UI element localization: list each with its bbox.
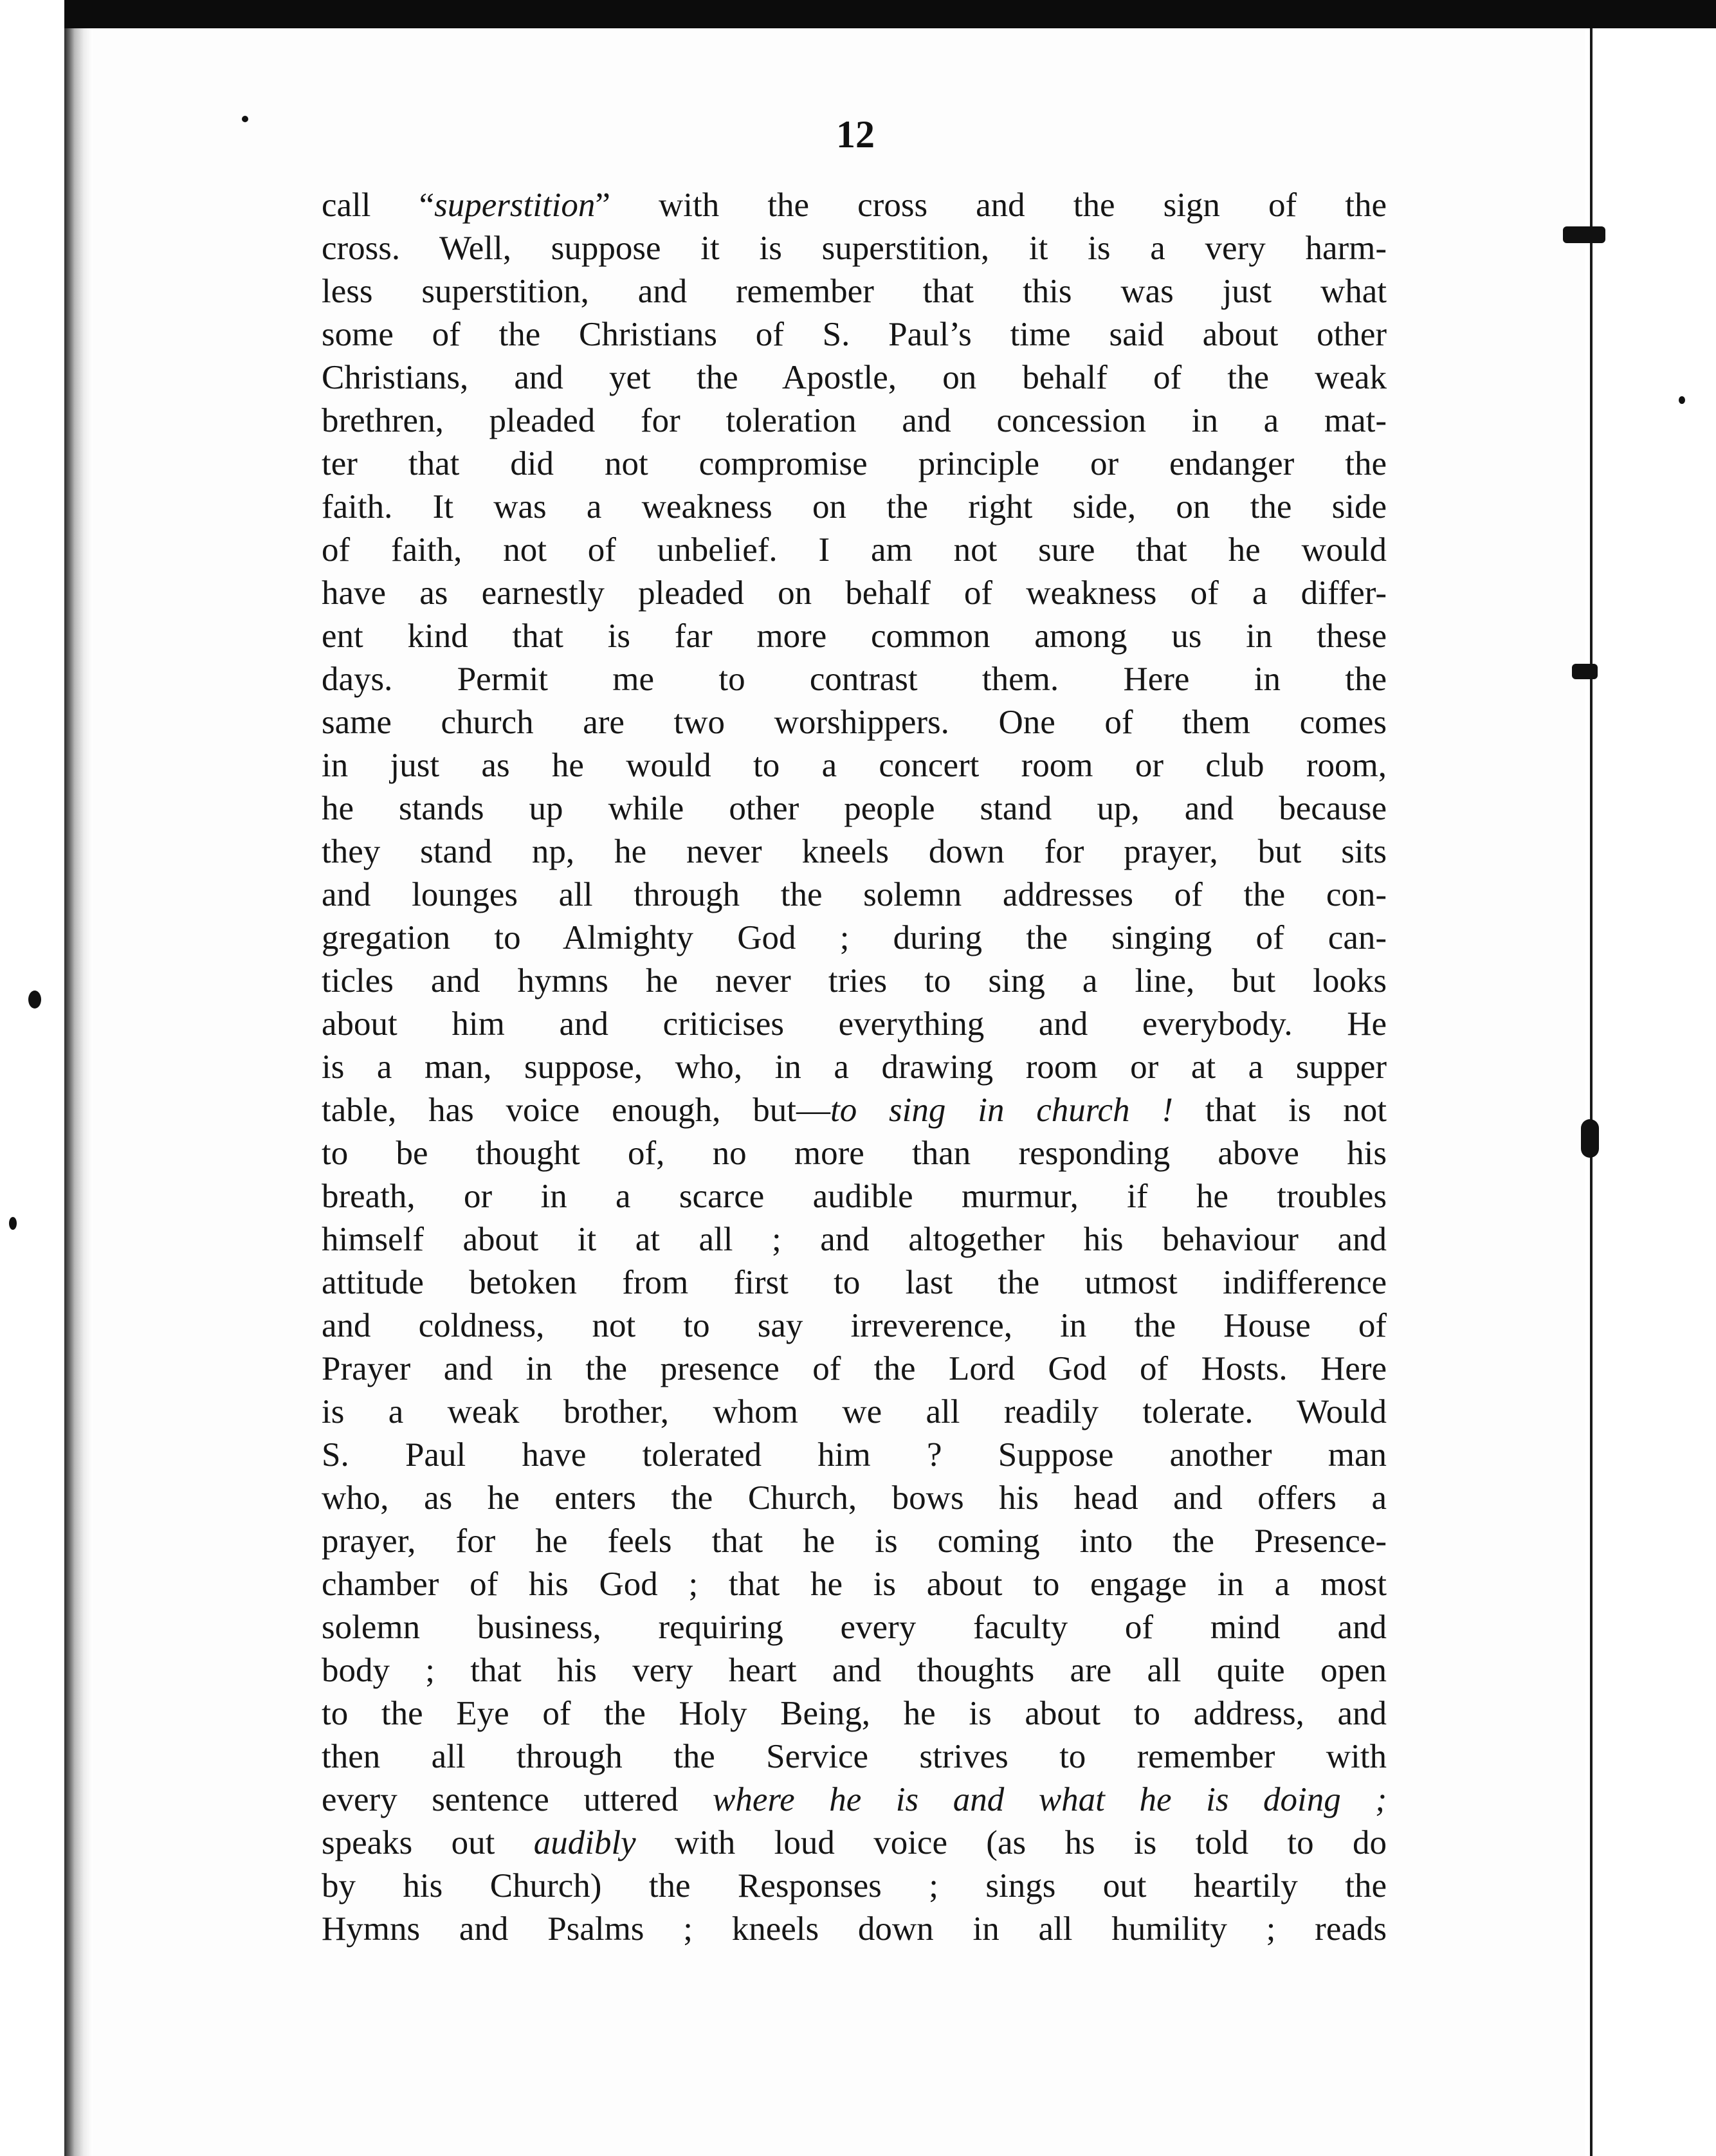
text-run: brethren, pleaded for toleration and concession in a mat-	[322, 402, 1387, 439]
text-run: in just as he would to a concert room or club room,	[322, 747, 1387, 784]
text-run: days. Permit me to contrast them. Here in the	[322, 661, 1387, 698]
text-run: about him and criticises everything and everybody. He	[322, 1005, 1387, 1043]
text-line	[322, 830, 1387, 873]
text-run: to be thought of, no more than responding above his	[322, 1135, 1387, 1172]
text-run: Christians, and yet the Apostle, on behalf of the weak	[322, 359, 1387, 396]
text-line	[322, 1132, 1387, 1175]
text-line	[322, 1865, 1387, 1908]
text-run: Prayer and in the presence of the Lord God of Hosts. Here	[322, 1350, 1387, 1387]
text-line	[322, 1003, 1387, 1046]
scan-speck	[28, 991, 41, 1009]
text-line	[322, 787, 1387, 830]
text-run: table, has voice enough, but—	[322, 1092, 830, 1129]
text-run: have as earnestly pleaded on behalf of weakness of a differ-	[322, 574, 1387, 612]
text-line	[322, 486, 1387, 529]
binding-tab-mark	[1572, 664, 1598, 679]
scan-speck	[242, 116, 248, 122]
text-run: by his Church) the Responses ; sings out heartily the	[322, 1867, 1387, 1905]
text-line	[322, 529, 1387, 572]
text-run: solemn business, requiring every faculty of mind and	[322, 1609, 1387, 1646]
text-line	[322, 356, 1387, 399]
text-run: body ; that his very heart and thoughts are all quite open	[322, 1652, 1387, 1689]
text-run: same church are two worshippers. One of them comes	[322, 704, 1387, 741]
text-line	[322, 1520, 1387, 1563]
text-run: and coldness, not to say irreverence, in the House of	[322, 1307, 1387, 1344]
scan-left-margin	[0, 0, 64, 2156]
text-run: he stands up while other people stand up, and because	[322, 790, 1387, 827]
text-line	[322, 1304, 1387, 1348]
text-line	[322, 1261, 1387, 1304]
text-line	[322, 270, 1387, 313]
text-run: himself about it at all ; and altogether his behaviour and	[322, 1221, 1387, 1258]
binding-tab-mark	[1581, 1119, 1599, 1158]
scan-speck	[1679, 396, 1685, 404]
text-run: ent kind that is far more common among us in these	[322, 617, 1387, 655]
text-run: S. Paul have tolerated him ? Suppose another man	[322, 1436, 1387, 1474]
text-line	[322, 1477, 1387, 1520]
scan-top-border	[0, 0, 1716, 28]
text-line	[322, 1175, 1387, 1218]
text-line	[322, 1692, 1387, 1735]
text-line	[322, 960, 1387, 1003]
text-run: Hymns and Psalms ; kneels down in all humility ; reads	[322, 1910, 1387, 1948]
text-run: call “	[322, 187, 435, 224]
text-run: and lounges all through the solemn addresses of the con-	[322, 876, 1387, 913]
italic-text: audibly	[533, 1824, 636, 1861]
text-line	[322, 572, 1387, 615]
text-line	[322, 1046, 1387, 1089]
text-line	[322, 917, 1387, 960]
text-run: who, as he enters the Church, bows his head and offers a	[322, 1479, 1387, 1517]
text-run: faith. It was a weakness on the right side, on the side	[322, 488, 1387, 525]
text-run: cross. Well, suppose it is superstition, it is a very harm-	[322, 230, 1387, 267]
text-line	[322, 1218, 1387, 1261]
text-line	[322, 1391, 1387, 1434]
page-left-edge-shadow	[64, 28, 93, 2156]
text-run: speaks out	[322, 1824, 534, 1861]
text-line	[322, 701, 1387, 744]
page-number: 12	[836, 113, 875, 156]
text-run: every sentence uttered	[322, 1781, 713, 1818]
text-line	[322, 658, 1387, 701]
text-run: then all through the Service strives to remember with	[322, 1738, 1387, 1775]
text-run: some of the Christians of S. Paul’s time said about other	[322, 316, 1387, 353]
text-line	[322, 313, 1387, 356]
text-line	[322, 873, 1387, 917]
text-line	[322, 1735, 1387, 1778]
italic-text: where he is and what he is doing ;	[713, 1781, 1387, 1818]
binding-tab-mark	[1563, 226, 1605, 243]
text-line	[322, 1606, 1387, 1649]
text-run: of faith, not of unbelief. I am not sure that he would	[322, 531, 1387, 569]
body-text	[322, 184, 1387, 1951]
text-run: prayer, for he feels that he is coming into the Presence-	[322, 1522, 1387, 1560]
italic-text: superstition	[434, 187, 596, 224]
text-run: they stand np, he never kneels down for prayer, but sits	[322, 833, 1387, 870]
text-line	[322, 1563, 1387, 1606]
text-run: chamber of his God ; that he is about to engage in a most	[322, 1566, 1387, 1603]
facing-page-strip	[1593, 28, 1716, 2156]
text-line	[322, 1778, 1387, 1822]
text-line	[322, 1822, 1387, 1865]
text-line	[322, 1348, 1387, 1391]
text-run: breath, or in a scarce audible murmur, if he troubles	[322, 1178, 1387, 1215]
text-run: ” with the cross and the sign of the	[595, 187, 1387, 224]
text-run: attitude betoken from first to last the utmost indifference	[322, 1264, 1387, 1301]
text-line	[322, 443, 1387, 486]
text-run: ter that did not compromise principle or endanger the	[322, 445, 1387, 482]
italic-text: to sing in church !	[830, 1092, 1173, 1129]
text-line	[322, 1649, 1387, 1692]
text-run: less superstition, and remember that this was just what	[322, 273, 1387, 310]
text-run: gregation to Almighty God ; during the singing of can-	[322, 919, 1387, 956]
scan-speck	[9, 1217, 17, 1230]
text-run: is a man, suppose, who, in a drawing room or at a supper	[322, 1048, 1387, 1086]
text-line	[322, 227, 1387, 270]
text-line	[322, 399, 1387, 443]
text-line	[322, 1908, 1387, 1951]
text-line	[322, 744, 1387, 787]
text-line	[322, 615, 1387, 658]
text-line	[322, 184, 1387, 227]
text-run: is a weak brother, whom we all readily tolerate. Would	[322, 1393, 1387, 1430]
text-run: with loud voice (as hs is told to do	[635, 1824, 1387, 1861]
text-run: to the Eye of the Holy Being, he is about to address, and	[322, 1695, 1387, 1732]
text-line	[322, 1434, 1387, 1477]
text-line	[322, 1089, 1387, 1132]
text-run: that is not	[1173, 1092, 1387, 1129]
text-run: ticles and hymns he never tries to sing a line, but looks	[322, 962, 1387, 1000]
